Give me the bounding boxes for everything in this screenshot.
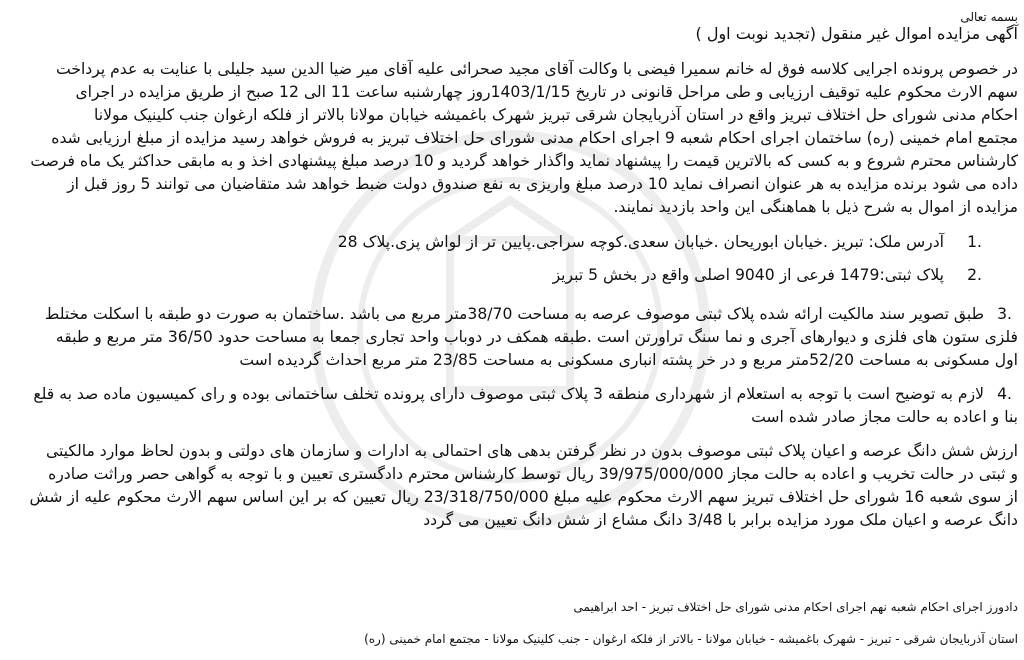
office-address: استان آذربایجان شرقی - تبریز - شهرک باغمیشه - خیابان مولانا - بالاتر از فلکه ارغوان - جنب کلینیک مولانا - مجتمع امام خمینی (ره) [364, 632, 1018, 646]
item-2-number: 2. [967, 266, 982, 284]
intro-line: احکام مدنی شورای حل اختلاف تبریز واقع در استان آذربایجان شرقی تبریز شهرک باغمیشه خیابان مولانا بالاتر از فلکه ارغوان جنب کلینیک مولانا [94, 106, 1018, 124]
item-1-text: آدرس ملک: تبریز .خیابان ابوریحان .خیابان سعدی.کوچه سراجی.پایین تر از لواش پزی.پلاک 28 [337, 233, 944, 251]
intro-line: مجتمع امام خمینی (ره) ساختمان اجرای احکام شعبه 9 اجرای احکام مدنی شورای حل اختلاف تبریز به فروش خواهد رسید مزایده از مبلغ ارزیابی شده [51, 129, 1018, 147]
valuation-line: دانگ عرصه و اعیان ملک مورد مزایده برابر با 3/48 دانگ مشاع از شش دانگ تعیین می گردد [423, 511, 1018, 529]
notice-title: آگهی مزایده اموال غیر منقول (تجدید نوبت اول ) [695, 24, 1018, 43]
item-3-text: فلزی ستون های فلزی و دیوارهای آجری و نما سنگ تراورتن است .طبقه همکف در دوباب واحد تجاری جمعا به مساحت حدود 36/50 متر مربع و طبقه [55, 328, 1018, 346]
item-2-text: پلاک ثبتی:1479 فرعی از 9040 اصلی واقع در بخش 5 تبریز [552, 266, 944, 284]
intro-line: داده می شود برنده مزایده به هر عنوان انصراف نماید 10 درصد مبلغ واریزی به نفع صندوق دولت ضبط خواهد شد متقاضیان می توانند 5 روز قبل از [67, 175, 1018, 193]
valuation-line: از سوی شعبه 16 شورای حل اختلاف تبریز سهم الارث محکوم علیه مبلغ 23/318/750/000 ریال تعیین که بر این اساس سهم الارث محکوم علیه از شش [29, 488, 1018, 506]
intro-line: مزایده از اموال به شرح ذیل با هماهنگی این واحد بازدید نمایند. [613, 198, 1018, 216]
item-3-text: اول مسکونی به مساحت 52/20متر مربع و در خر پشته انباری مسکونی به مساحت 23/85 متر مربع احداث گردیده است [239, 351, 1018, 369]
item-4-number: 4. [997, 385, 1012, 403]
item-4-text: لازم به توضیح است با توجه به استعلام از شهرداری منطقه 3 پلاک ثبتی موصوف دارای پرونده تخلف ساختمانی بوده و رای کمیسیون ماده صد به قلع [33, 385, 984, 403]
item-3-number: 3. [997, 305, 1012, 323]
intro-line: کارشناس محترم شروع و به کسی که بالاترین قیمت را پیشنهاد نماید واگذار خواهد گردید و 10 درصد مبلغ پیشنهادی اخذ و به مابقی حداکثر یک ماه فرصت [30, 152, 1018, 170]
item-3-text: طبق تصویر سند مالکیت ارائه شده پلاک ثبتی موصوف عرصه به مساحت 38/70متر مربع می باشد .ساختمان به صورت دو طبقه با اسکلت مختلط [44, 305, 984, 323]
item-4-text: بنا و اعاده به حالت مجاز صادر شده است [751, 408, 1018, 426]
valuation-line: ارزش شش دانگ عرصه و اعیان پلاک ثبتی موصوف بدون در نظر گرفتن بدهی های احتمالی به ادارات و سازمان های دولتی و بدون لحاظ موارد مالکیتی [45, 442, 1018, 460]
item-1-number: 1. [967, 233, 982, 251]
signature-line: دادورز اجرای احکام شعبه نهم اجرای احکام مدنی شورای حل اختلاف تبریز - احد ابراهیمی [573, 600, 1018, 614]
intro-line: در خصوص پرونده اجرایی کلاسه فوق له خانم سمیرا فیضی با وکالت آقای مجید صحرائی علیه آقای میر ضیا الدین سید جلیلی با عنایت به عدم پرداخت [56, 60, 1018, 78]
valuation-line: و ثبتی در حالت تخریب و اعاده به حالت مجاز 39/975/000/000 ریال توسط کارشناس محترم دادگستری تعیین و با توجه به گواهی حصر وراثت صادره [48, 465, 1018, 483]
intro-line: سهم الارث محکوم علیه توقیف ارزیابی و طی مراحل قانونی در تاریخ 1403/1/15روز چهارشنبه ساعت 11 الی 12 صبح از طریق مزایده در اجرای [75, 83, 1018, 101]
bismillah-heading: بسمه تعالی [960, 10, 1018, 24]
